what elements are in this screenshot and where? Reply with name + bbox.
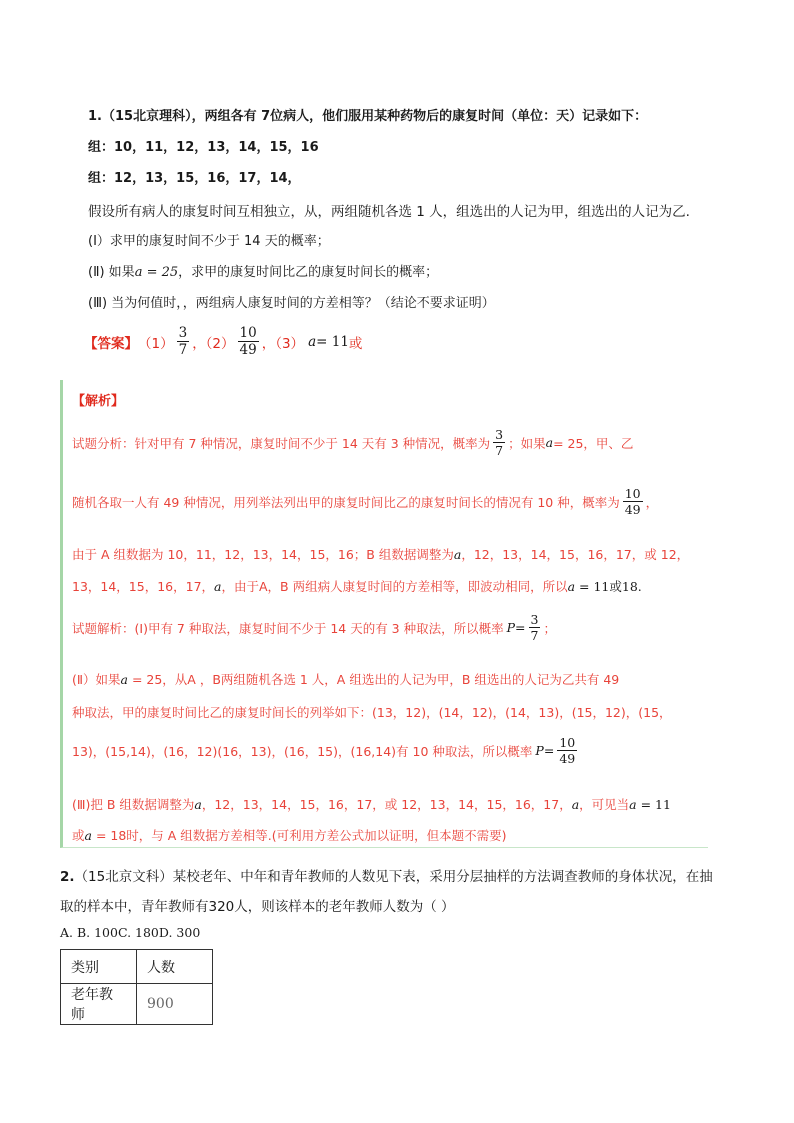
table-row (61, 984, 213, 1025)
question-number: 1. (88, 109, 102, 124)
fraction: $\frac{3}{7}$ (530, 612, 539, 644)
analysis-line-5: 试题解析：(Ⅰ)甲有 7 种取法，康复时间不少于 14 天的有 3 种取法，所以概率 P = $\frac{3}{7}$ ； (72, 612, 556, 644)
question-2-options: A. B. 100C. 180D. 300 (60, 925, 201, 940)
fraction: $\frac{10}{49}$ (239, 325, 257, 359)
analysis-line-7: 种取法，甲的康复时间比乙的康复时间长的列举如下：(13，12)，(14，12)，(14，13)，(15，12)，(15， (72, 705, 672, 720)
question-2-line-2: 取的样本中，青年教师有320人，则该样本的老年教师人数为（ ） (60, 899, 455, 915)
question-1-stem (88, 105, 647, 124)
analysis-line-3: 由于 A 组数据为 10，11，12，13，14，15，16；B 组数据调整为a，12，13，14，15，16，17，或 12， (72, 547, 690, 562)
answer-tag: 【答案】 (84, 335, 138, 352)
table-cell: 900 (137, 984, 213, 1025)
table-cell: 老年教师 (61, 984, 137, 1025)
fraction: $\frac{10}{49}$ (624, 486, 641, 518)
table-header-row (61, 950, 213, 984)
analysis-line-8: 13)，(15,14)，(16，12)(16，13)，(16，15)，(16,14)有 10 种取法，所以概率 P = $\frac{10}{49}$ (72, 735, 576, 767)
part-3: (Ⅲ) 当为何值时，，两组病人康复时间的方差相等？（结论不要求证明） (88, 296, 495, 311)
analysis-line-2: 随机各取一人有 49 种情况，用列举法列出甲的康复时间比乙的康复时间长的情况有 10 种，概率为 $\frac{10}{49}$ ， (72, 486, 659, 518)
table-header-cell: 人数 (137, 950, 213, 984)
teacher-count-table (60, 949, 213, 1025)
group-a-data: 组：10，11，12，13，14，15，16 (88, 140, 319, 155)
analysis-line-4: 13，14，15，16，17，a，由于A，B 两组病人康复时间的方差相等，即波动相同，所以a = 11或18. (72, 579, 642, 594)
part-1: (Ⅰ）求甲的康复时间不少于 14 天的概率； (88, 234, 330, 249)
assumption-text: 假设所有病人的康复时间互相独立，从，两组随机各选 1 人，组选出的人记为甲，组选出的人记为乙. (88, 204, 690, 220)
part-2: (Ⅱ) 如果a = 25，求甲的康复时间比乙的康复时间长的概率； (88, 265, 439, 280)
analysis-line-1: 试题分析：针对甲有 7 种情况，康复时间不少于 14 天有 3 种情况，概率为 $\frac{3}{7}$ ；如果 a = 25，甲、乙 (72, 427, 634, 459)
fraction: $\frac{3}{7}$ (178, 325, 188, 359)
fraction: $\frac{3}{7}$ (495, 427, 504, 459)
analysis-line-10: 或a = 18时，与 A 组数据方差相等.(可利用方差公式加以证明，但本题不需要) (72, 828, 507, 843)
question-2-line-1: 2.（15北京文科）某校老年、中年和青年教师的人数见下表，采用分层抽样的方法调查教师的身体状况，在抽 (60, 869, 713, 885)
table-header-cell: 类别 (61, 950, 137, 984)
question-text: （15北京理科），两组各有 7位病人，他们服用某种药物后的康复时间（单位：天）记录如下： (101, 109, 648, 124)
analysis-line-9: (Ⅲ)把 B 组数据调整为a，12，13，14，15，16，17，或 12，13，14，15，16，17，a，可见当a = 11 (72, 797, 671, 812)
fraction: $\frac{10}{49}$ (559, 735, 576, 767)
analysis-tag: 【解析】 (72, 394, 125, 409)
analysis-line-6: (Ⅱ）如果a = 25，从A ，B两组随机各选 1 人，A 组选出的人记为甲，B 组选出的人记为乙共有 49 (72, 672, 620, 687)
answer-line: 【答案】 （1） $\frac{3}{7}$ ，（2） $\frac{10}{49}$ ，（3） a = 11 或 (84, 325, 363, 359)
var-a: a = 25 (134, 265, 179, 280)
group-b-data: 组：12，13，15，16，17，14， (88, 171, 301, 186)
question-number: 2. (60, 869, 75, 885)
